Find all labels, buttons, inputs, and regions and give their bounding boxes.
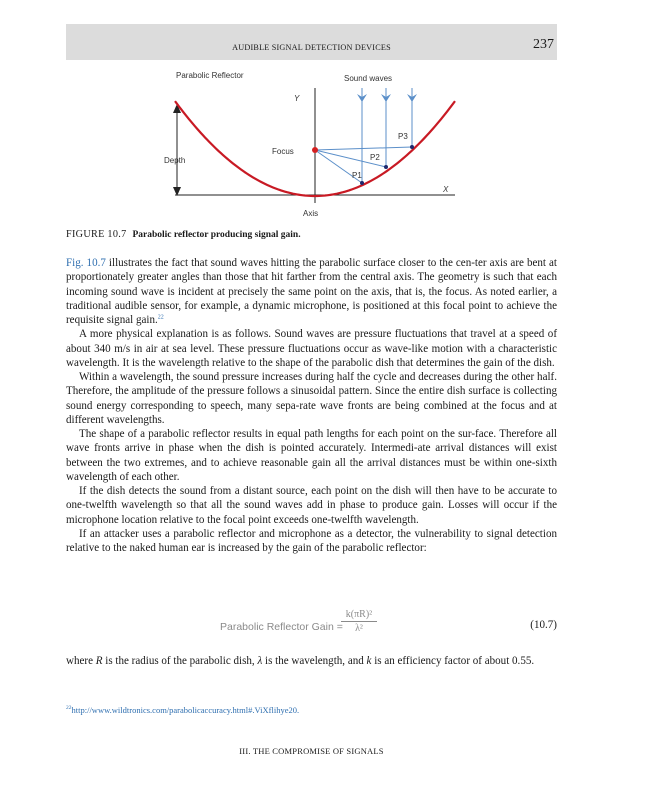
footnote [66, 705, 299, 715]
ray-p3 [315, 147, 412, 150]
body-text [66, 256, 557, 555]
footnote-marker: 22 [66, 705, 72, 712]
footnote-link[interactable]: http://www.wildtronics.com/parabolicaccuracy.html#.ViXflihye20. [71, 705, 300, 715]
figure-number: FIGURE 10.7 [66, 229, 127, 240]
paragraph-6: If an attacker uses a parabolic reflector and microphone as a detector, the vulnerability to signal detection relative to the naked human ear is increased by the gain of the parabolic reflector: [66, 527, 557, 554]
paragraph-1: Fig. 10.7 illustrates the fact that sound waves hitting the parabolic surface closer to the cen-ter axis are bent at proportionately greater angles than those that hit farther from the central axis. The geometry is such that each incoming sound wave is incident at precisely the same point on the axis, that is, the focus. As noted earlier, a traditional audible sensor, for example, a dynamic microphone, is positioned at this focal point to achieve the requisite signal gain.$^{22}$ [66, 257, 557, 326]
fraction-bar [341, 621, 377, 622]
paragraph-7: where R is the radius of the parabolic dish, λ is the wavelength, and k is an efficiency factor of about 0.55. [66, 655, 535, 667]
point-p2 [384, 165, 388, 169]
page-number: 237 [533, 37, 554, 52]
focus-label: Focus [272, 147, 294, 156]
point-p1 [360, 181, 364, 185]
footnote-ref-22[interactable]: 22 [157, 314, 164, 321]
equation-label: Parabolic Reflector Gain = [220, 621, 343, 633]
figure-link[interactable]: Fig. 10.7 [66, 257, 106, 269]
paragraph-4: The shape of a parabolic reflector results in equal path lengths for each point on the sur-face. Therefore all wave fronts arrive in phase when the dish is pointed accurately. Intermedi-ate arrival distances will exist between the two extremes, and to achieve reasonable gain all the arrival distances must be within one-sixth wavelength of each other. [66, 428, 557, 483]
point-p3 [410, 145, 414, 149]
running-head: AUDIBLE SIGNAL DETECTION DEVICES [232, 43, 391, 52]
equation-numerator: k(πR)² [345, 609, 373, 620]
equation-number: (10.7) [530, 619, 557, 631]
figure-caption [66, 229, 301, 240]
equation-fraction [341, 609, 377, 634]
equation-10-7 [66, 607, 557, 641]
p3-label: P3 [398, 132, 408, 141]
depth-label: Depth [164, 156, 186, 165]
paragraph-3: Within a wavelength, the sound pressure increases during half the cycle and decreases during the other half. Therefore, the amplitude of the pressure follows a sinusoidal pattern. Since the entire dish surface is collecting sound energy corresponding to speech, many sepa-rate wave fronts are being combined at the focus and at different wavelengths. [66, 371, 557, 426]
x-axis-label: X [443, 185, 449, 194]
p2-label: P2 [370, 153, 380, 162]
paragraph-5: If the dish detects the sound from a distant source, each point on the dish will then have to be accurate to one-twelfth wavelength so that all the sound waves add in phase to produce gain. Losses will occur if the microphone location relative to the focal point exceeds one-twelfth wavelength. [66, 485, 557, 526]
focus-point [312, 147, 318, 153]
figure-title-label: Parabolic Reflector [176, 71, 244, 80]
parabolic-reflector-figure [0, 0, 647, 230]
equation-denominator: λ² [355, 623, 363, 634]
paragraph-2: A more physical explanation is as follows. Sound waves are pressure fluctuations that travel at a speed of about 340 m/s in air at sea level. These pressure fluctuations occur as wave-like motion with a characteristic wavelength. It is the wavelength relative to the shape of the parabolic dish that determines the gain of the dish. [66, 328, 557, 369]
sound-waves-label: Sound waves [344, 74, 393, 83]
figure-caption-text: Parabolic reflector producing signal gain. [132, 230, 301, 240]
after-equation-text [66, 654, 557, 668]
axis-label: Axis [303, 209, 319, 218]
p1-label: P1 [352, 171, 362, 180]
y-axis-label: Y [294, 94, 300, 103]
page-footer: III. THE COMPROMISE OF SIGNALS [239, 746, 384, 756]
